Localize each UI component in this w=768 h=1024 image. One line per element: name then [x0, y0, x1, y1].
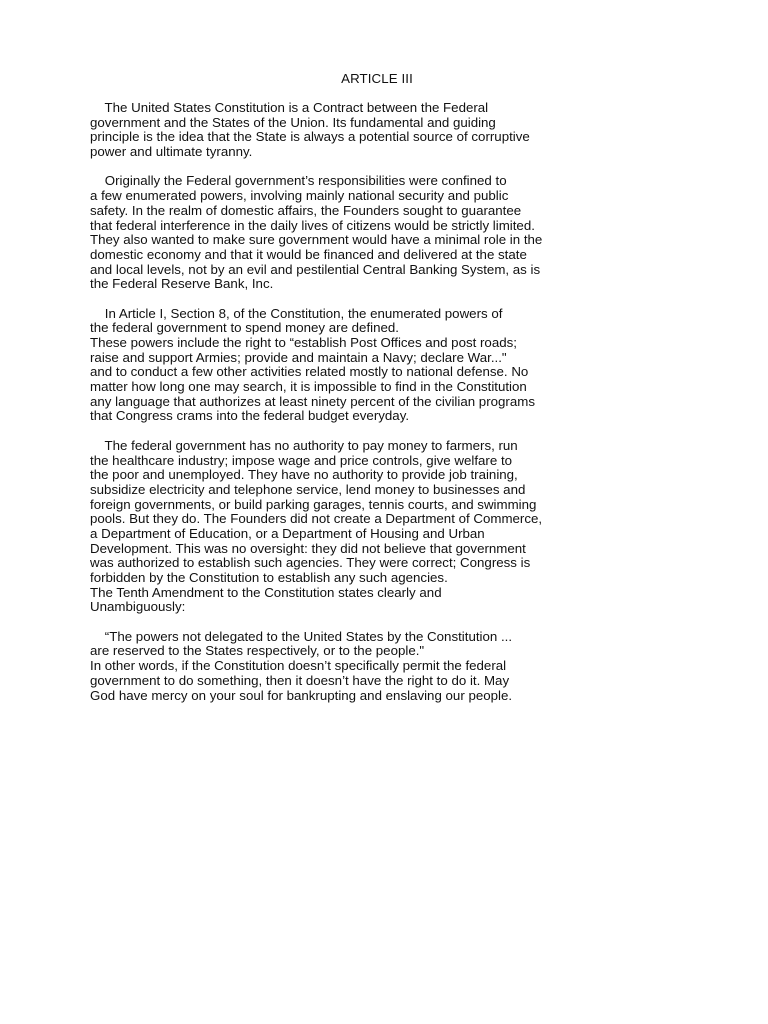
text-line: Unambiguously: [90, 599, 186, 615]
text-line: In other words, if the Constitution doesn’t specifically permit the federal [90, 658, 507, 674]
document-body [90, 101, 570, 703]
text-line: government to do something, then it doesn’t have the right to do it. May [90, 672, 510, 688]
text-line: and local levels, not by an evil and pestilential Central Banking System, as is [90, 261, 541, 277]
text-line: They also wanted to make sure government would have a minimal role in the [90, 232, 543, 248]
paragraph-4 [90, 439, 570, 615]
paragraph-3 [90, 307, 570, 425]
paragraph-1 [90, 101, 570, 160]
text-line: “The powers not delegated to the United States by the Constitution ... [90, 628, 513, 644]
text-line: In Article I, Section 8, of the Constitution, the enumerated powers of [90, 305, 503, 321]
paragraph-gap [90, 615, 570, 630]
text-line: government and the States of the Union. Its fundamental and guiding [90, 114, 496, 130]
text-line: These powers include the right to “establish Post Offices and post roads; [90, 335, 517, 350]
text-line: forbidden by the Constitution to establish any such agencies. [90, 570, 448, 585]
text-line: The United States Constitution is a Contract between the Federal [90, 100, 489, 115]
text-line: subsidize electricity and telephone service, lend money to businesses and [90, 481, 526, 497]
text-line: Development. This was no oversight: they did not believe that government [90, 540, 526, 556]
text-line: power and ultimate tyranny. [90, 144, 253, 160]
text-line: Originally the Federal government’s responsibilities were confined to [90, 173, 507, 189]
page-title: ARTICLE III [341, 71, 413, 86]
text-line: raise and support Armies; provide and maintain a Navy; declare War..." [90, 349, 507, 365]
text-line: pools. But they do. The Founders did not create a Department of Commerce, [90, 511, 543, 527]
text-line: are reserved to the States respectively, or to the people." [90, 643, 425, 659]
paragraph-gap [90, 424, 570, 439]
text-line: the Federal Reserve Bank, Inc. [90, 276, 274, 292]
text-line: the poor and unemployed. They have no authority to provide job training, [90, 467, 518, 483]
text-line: domestic economy and that it would be financed and delivered at the state [90, 246, 527, 262]
paragraph-gap [90, 292, 570, 307]
paragraph-5 [90, 630, 570, 703]
text-line: that federal interference in the daily lives of citizens would be strictly limited. [90, 217, 535, 233]
text-line: matter how long one may search, it is impossible to find in the Constitution [90, 379, 527, 395]
text-line: principle is the idea that the State is always a potential source of corruptive [90, 129, 530, 145]
text-line: and to conduct a few other activities related mostly to national defense. No [90, 364, 529, 380]
text-line: safety. In the realm of domestic affairs, the Founders sought to guarantee [90, 202, 522, 218]
text-line: a few enumerated powers, involving mainly national security and public [90, 188, 509, 204]
text-line: was authorized to establish such agencies. They were correct; Congress is [90, 555, 531, 571]
text-line: God have mercy on your soul for bankrupting and enslaving our people. [90, 687, 513, 703]
text-line: foreign governments, or build parking garages, tennis courts, and swimming [90, 496, 537, 512]
text-line: the healthcare industry; impose wage and price controls, give welfare to [90, 452, 513, 468]
paragraph-gap [90, 160, 570, 175]
text-line: The federal government has no authority to pay money to farmers, run [90, 437, 518, 453]
text-line: The Tenth Amendment to the Constitution states clearly and [90, 584, 442, 600]
text-line: the federal government to spend money are defined. [90, 320, 399, 336]
paragraph-2 [90, 174, 570, 292]
text-line: a Department of Education, or a Department of Housing and Urban [90, 525, 485, 541]
text-line: any language that authorizes at least ninety percent of the civilian programs [90, 393, 535, 409]
text-line: that Congress crams into the federal budget everyday. [90, 408, 410, 424]
